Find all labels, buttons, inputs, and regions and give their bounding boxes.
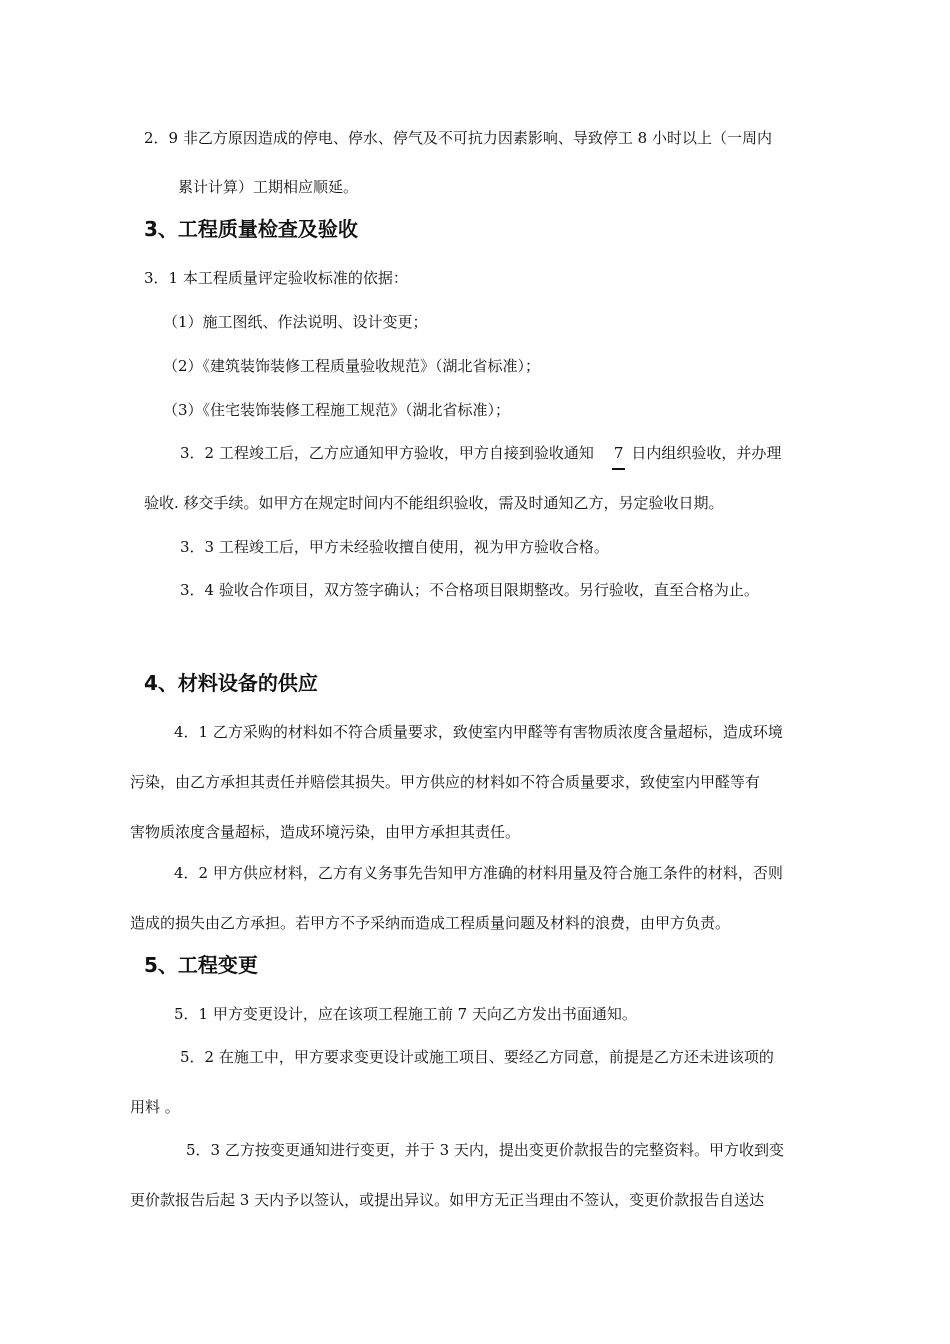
paragraph-3-2-line-2: 验收. 移交手续。如甲方在规定时间内不能组织验收，需及时通知乙方，另定验收日期。 — [144, 494, 724, 512]
paragraph-3-2-text-b: 日内组织验收，并办理 — [631, 444, 782, 462]
paragraph-5-2-line-1: 5．2 在施工中，甲方要求变更设计或施工项目、要经乙方同意，前提是乙方还未进该项的 — [180, 1048, 774, 1066]
paragraph-5-3-line-1: 5．3 乙方按变更通知进行变更，并于 3 天内，提出变更价款报告的完整资料。甲方收到变 — [186, 1141, 784, 1159]
section-5-heading: 5、工程变更 — [144, 953, 258, 977]
paragraph-2-9-line-1: 2．9 非乙方原因造成的停电、停水、停气及不可抗力因素影响、导致停工 8 小时以上（一周内 — [144, 129, 772, 147]
paragraph-3-2-line-1 — [180, 443, 781, 463]
paragraph-3-1: 3．1 本工程质量评定验收标准的依据： — [144, 269, 408, 287]
paragraph-2-9-line-2: 累计计算）工期相应顺延。 — [178, 178, 359, 196]
paragraph-5-3-line-2: 更价款报告后起 3 天内予以签认，或提出异议。如甲方无正当理由不签认，变更价款报告自送达 — [130, 1191, 765, 1209]
paragraph-4-1-line-1: 4．1 乙方采购的材料如不符合质量要求，致使室内甲醛等有害物质浓度含量超标，造成环境 — [174, 723, 783, 741]
list-item-2: （2）《建筑装饰装修工程质量验收规范》（湖北省标准）； — [163, 357, 541, 375]
section-4-heading: 4、材料设备的供应 — [144, 671, 318, 695]
paragraph-3-3: 3．3 工程竣工后，甲方未经验收擅自使用，视为甲方验收合格。 — [180, 538, 609, 556]
list-item-1: （1）施工图纸、作法说明、设计变更； — [163, 313, 428, 331]
paragraph-5-2-line-2: 用料 。 — [130, 1098, 180, 1116]
paragraph-3-2-text-a: 3．2 工程竣工后，乙方应通知甲方验收，甲方自接到验收通知 — [180, 444, 594, 462]
paragraph-3-4: 3．4 验收合作项目，双方签字确认；不合格项目限期整改。另行验收，直至合格为止。 — [180, 581, 759, 599]
paragraph-4-1-line-2: 污染，由乙方承担其责任并赔偿其损失。甲方供应的材料如不符合质量要求，致使室内甲醛等有 — [130, 773, 761, 791]
paragraph-4-1-line-3: 害物质浓度含量超标，造成环境污染，由甲方承担其责任。 — [130, 823, 521, 841]
section-3-heading: 3、工程质量检查及验收 — [144, 217, 358, 241]
paragraph-4-2-line-1: 4．2 甲方供应材料，乙方有义务事先告知甲方准确的材料用量及符合施工条件的材料，否则 — [174, 864, 783, 882]
acceptance-days-value: 7 — [612, 444, 626, 470]
paragraph-5-1: 5．1 甲方变更设计，应在该项工程施工前 7 天向乙方发出书面通知。 — [174, 1005, 637, 1023]
paragraph-4-2-line-2: 造成的损失由乙方承担。若甲方不予采纳而造成工程质量问题及材料的浪费，由甲方负责。 — [130, 914, 731, 932]
list-item-3: （3）《住宅装饰装修工程施工规范》（湖北省标准）； — [163, 401, 511, 419]
